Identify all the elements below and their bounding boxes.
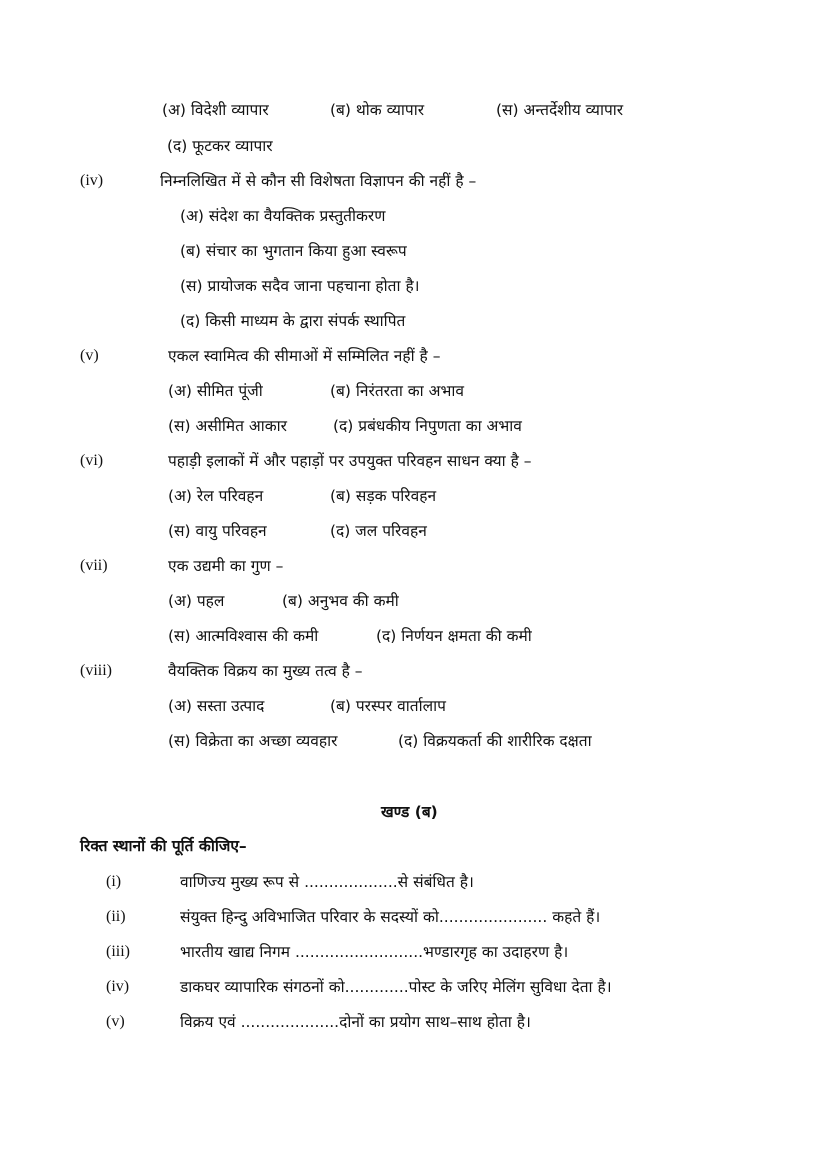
fill-blank-text: संयुक्त हिन्दु अविभाजित परिवार के सदस्यों को...................... कहते हैं। [180,908,601,926]
q7-question: एक उद्यमी का गुण – [168,557,284,575]
q4-option-c: (स) प्रायोजक सदैव जाना पहचाना होता है। [180,277,420,295]
q8-question: वैयक्तिक विक्रय का मुख्य तत्व है – [168,662,363,680]
q5-option-a: (अ) सीमित पूंजी [168,382,263,400]
q5-option-d: (द) प्रबंधकीय निपुणता का अभाव [333,417,522,435]
q3-option-d: (द) फूटकर व्यापार [167,137,273,155]
q4-option-d: (द) किसी माध्यम के द्वारा संपर्क स्थापित [180,312,406,330]
q8-option-b: (ब) परस्पर वार्तालाप [330,697,446,715]
q7-option-c: (स) आत्मविश्वास की कमी [168,627,319,645]
q8-option-a: (अ) सस्ता उत्पाद [168,697,265,715]
fill-blank-text: विक्रय एवं ....................दोनों का प्रयोग साथ–साथ होता है। [180,1013,531,1031]
q6-number: (vi) [80,452,104,469]
q7-number: (vii) [80,557,108,574]
q6-option-b: (ब) सड़क परिवहन [330,487,437,505]
fill-blank-text: भारतीय खाद्य निगम ..........................भण्डारगृह का उदाहरण है। [180,943,569,961]
fill-blank-number: (iv) [106,978,130,995]
q3-option-b: (ब) थोक व्यापार [330,101,425,119]
q5-question: एकल स्वामित्व की सीमाओं में सम्मिलित नहीं है – [168,347,441,365]
fill-blank-text: डाकघर व्यापारिक संगठनों को.............पोस्ट के जरिए मेलिंग सुविधा देता है। [180,978,612,996]
fill-blank-text: वाणिज्य मुख्य रूप से ...................से संबंधित है। [180,873,474,891]
q6-option-c: (स) वायु परिवहन [168,522,267,540]
q6-option-d: (द) जल परिवहन [330,522,427,540]
section-b-heading: खण्ड (ब) [381,803,438,821]
q6-option-a: (अ) रेल परिवहन [168,487,264,505]
q5-option-b: (ब) निरंतरता का अभाव [330,382,464,400]
q5-number: (v) [80,347,99,364]
q7-option-d: (द) निर्णयन क्षमता की कमी [376,627,532,645]
q7-option-a: (अ) पहल [168,592,225,610]
fill-blank-number: (i) [106,873,122,890]
fill-blank-number: (v) [106,1013,125,1030]
section-b-instruction: रिक्त स्थानों की पूर्ति कीजिए– [80,837,247,855]
q5-option-c: (स) असीमित आकार [168,417,287,435]
q3-option-a: (अ) विदेशी व्यापार [162,101,269,119]
q3-option-c: (स) अन्तर्देशीय व्यापार [496,101,624,119]
q7-option-b: (ब) अनुभव की कमी [282,592,399,610]
q8-option-d: (द) विक्रयकर्ता की शारीरिक दक्षता [398,732,592,750]
fill-blank-number: (iii) [106,943,130,960]
fill-blank-number: (ii) [106,908,126,925]
q6-question: पहाड़ी इलाकों में और पहाड़ों पर उपयुक्त परिवहन साधन क्या है – [168,452,532,470]
q8-number: (viii) [80,662,112,679]
q4-question: निम्नलिखित में से कौन सी विशेषता विज्ञापन की नहीं है – [160,172,477,190]
q4-option-b: (ब) संचार का भुगतान किया हुआ स्वरूप [180,242,407,260]
q4-number: (iv) [80,172,104,189]
q8-option-c: (स) विक्रेता का अच्छा व्यवहार [168,732,338,750]
q4-option-a: (अ) संदेश का वैयक्तिक प्रस्तुतीकरण [180,207,386,225]
